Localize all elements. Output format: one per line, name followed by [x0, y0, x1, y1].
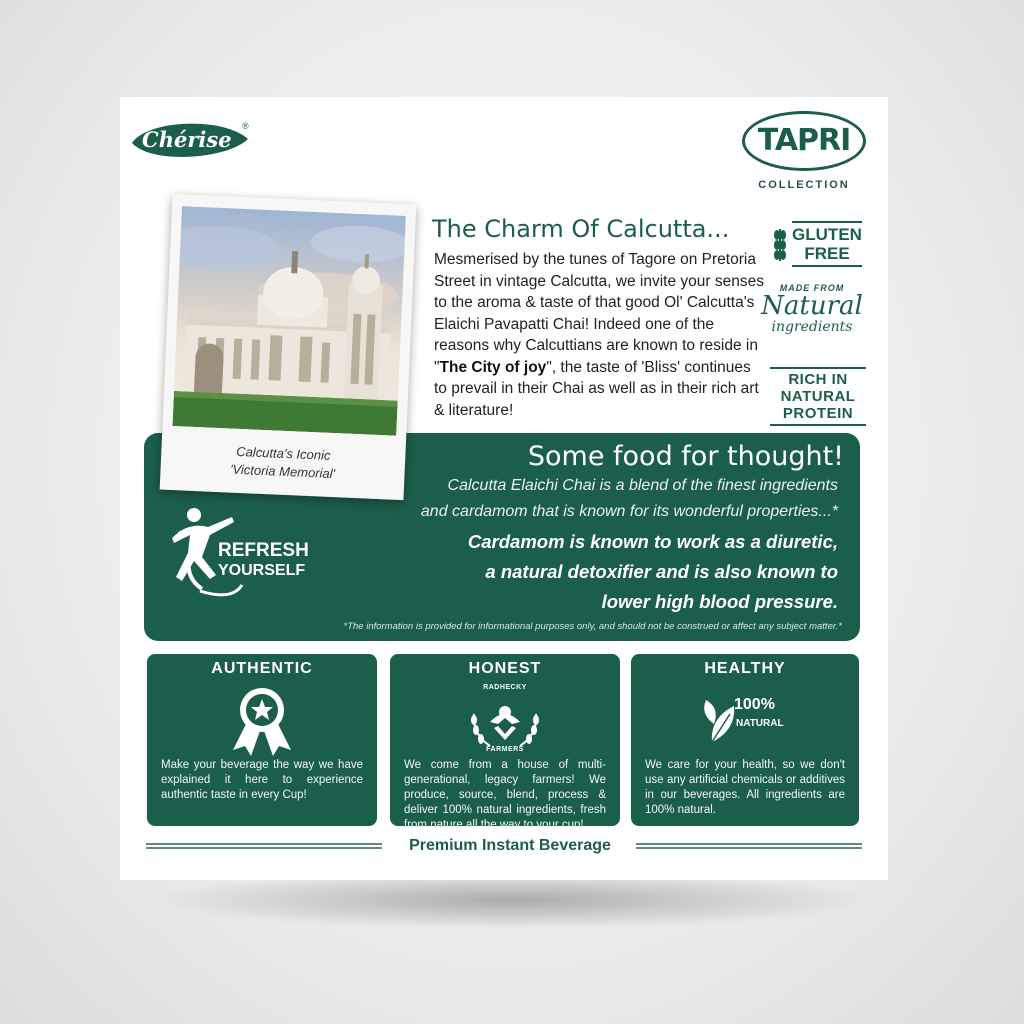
authentic-box: [147, 654, 377, 826]
wheat-icon: [772, 225, 788, 263]
footer-rule-right: [636, 843, 862, 849]
honest-text: We come from a house of multi-generational, legacy farmers! We produce, source, blend, process & deliver 100% natural ingredients, fresh from nature all the way to your cup!: [404, 759, 606, 831]
protein-line2: NATURAL: [780, 388, 856, 405]
natural-leaf-icon: [700, 684, 790, 756]
charm-title: The Charm Of Calcutta...: [432, 215, 730, 243]
footer: [146, 835, 862, 859]
protein-line3: PROTEIN: [782, 405, 854, 422]
collection-name: TAPRI: [757, 123, 851, 158]
cardamom-line3: lower high blood pressure.: [601, 591, 838, 612]
farmers-emblem-icon: [460, 684, 550, 756]
refresh-yourself-emblem: [172, 505, 332, 605]
gluten-free-badge: [772, 221, 862, 267]
emblem-top-text: RADHECKY: [483, 684, 527, 691]
natural-label: Natural: [761, 291, 863, 321]
brand-logo: [128, 119, 248, 161]
healthy-box: [631, 654, 859, 826]
honest-title: HONEST: [468, 660, 542, 677]
collection-logo: [740, 109, 868, 193]
thought-title: Some food for thought!: [527, 441, 844, 472]
natural-ingredients-badge: [750, 283, 874, 335]
natural-protein-badge: [770, 367, 866, 426]
authentic-text: Make your beverage the way we have explained it here to experience authentic taste in every Cup!: [161, 759, 363, 801]
award-ribbon-icon: [217, 684, 307, 756]
charm-body: [434, 249, 764, 421]
cardamom-line2: a natural detoxifier and is also known to: [485, 561, 838, 582]
refresh-label: REFRESH: [218, 540, 309, 561]
healthy-text: We care for your health, so we don't use any artificial chemicals or additives in our beverages. All ingredients are 100% natural.: [645, 759, 845, 816]
natural-small-label: NATURAL: [736, 718, 784, 729]
gluten-line2: FREE: [804, 244, 850, 263]
thought-line1: Calcutta Elaichi Chai is a blend of the finest ingredients: [447, 477, 838, 494]
victoria-memorial-image: [172, 206, 405, 436]
registered-mark: ®: [242, 121, 249, 131]
polaroid-photo: [160, 194, 417, 500]
percent-label: 100%: [734, 696, 775, 713]
ingredients-label: ingredients: [771, 319, 853, 335]
healthy-title: HEALTHY: [704, 660, 786, 677]
product-panel: [120, 97, 888, 880]
charm-body-end: ", the taste of 'Bliss' continues to prevail in their Chai as well as in their rich art & literature!: [434, 358, 759, 419]
yourself-label: YOURSELF: [218, 562, 306, 579]
brand-name: Chérise: [142, 127, 232, 152]
city-of-joy: The City of joy: [439, 358, 547, 376]
photo-caption-line2: 'Victoria Memorial': [229, 461, 336, 482]
photo-caption-line1: Calcutta's Iconic: [235, 443, 331, 463]
emblem-bottom-text: FARMERS: [486, 746, 524, 753]
cardamom-line1: Cardamom is known to work as a diuretic,: [467, 531, 838, 552]
disclaimer: *The information is provided for informational purposes only, and should not be construed or affect any subject matter.*: [343, 621, 842, 632]
authentic-title: AUTHENTIC: [211, 660, 313, 677]
footer-rule-left: [146, 843, 382, 849]
honest-box: [390, 654, 620, 831]
charm-body-start: Mesmerised by the tunes of Tagore on Pretoria Street in vintage Calcutta, we invite your senses to the aroma & taste of that good Ol' Calcutta's Elaichi Pavapatti Chai! Indeed one of the reasons why Calcuttians are known to reside in ": [434, 251, 764, 376]
collection-subtitle: COLLECTION: [758, 179, 850, 191]
made-from-label: MADE FROM: [779, 283, 845, 293]
thought-line2: and cardamom that is known for its wonderful properties...*: [420, 503, 838, 520]
footer-text: Premium Instant Beverage: [409, 837, 611, 854]
protein-line1: RICH IN: [788, 371, 848, 388]
gluten-line1: GLUTEN: [792, 225, 862, 244]
